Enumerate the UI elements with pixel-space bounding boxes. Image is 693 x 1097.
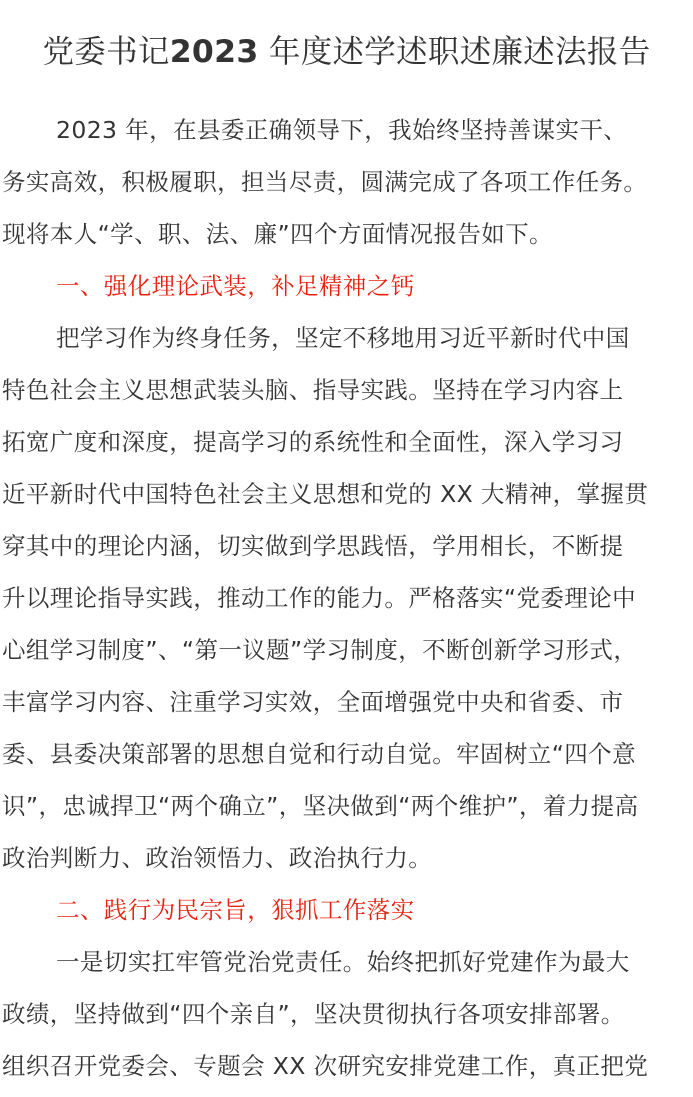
paragraph-line: 升以理论指导实践，推动工作的能力。严格落实“党委理论中: [2, 584, 636, 612]
paragraph-line: 务实高效，积极履职，担当尽责，圆满完成了各项工作任务。: [2, 168, 648, 196]
title-prefix: 党委书记: [42, 34, 170, 70]
section-heading-2: 二、践行为民宗旨，狠抓工作落实: [56, 896, 415, 924]
paragraph-line: 丰富学习内容、注重学习实效，全面增强党中央和省委、市: [2, 688, 624, 716]
paragraph-line: 把学习作为终身任务，坚定不移地用习近平新时代中国: [56, 324, 630, 352]
paragraph-line: 心组学习制度”、“第一议题”学习制度，不断创新学习形式，: [2, 636, 638, 664]
title-year: 2023: [169, 34, 259, 70]
document-title: [0, 26, 693, 78]
paragraph-line: 组织召开党委会、专题会 XX 次研究安排党建工作，真正把党: [2, 1052, 649, 1080]
title-suffix: 年度述学述职述廉述法报告: [268, 34, 651, 70]
paragraph-line: 识”，忠诚捍卫“两个确立”，坚决做到“两个维护”，着力提高: [2, 792, 639, 820]
paragraph-line: 穿其中的理论内涵，切实做到学思践悟，学用相长，不断提: [2, 532, 624, 560]
section-heading-1: 一、强化理论武装，补足精神之钙: [56, 272, 415, 300]
paragraph-line: 政绩，坚持做到“四个亲自”，坚决贯彻执行各项安排部署。: [2, 1000, 625, 1028]
paragraph-line: 现将本人“学、职、法、廉”四个方面情况报告如下。: [2, 220, 553, 248]
paragraph-line: 一是切实扛牢管党治党责任。始终把抓好党建作为最大: [56, 948, 630, 976]
paragraph-line: 2023 年，在县委正确领导下，我始终坚持善谋实干、: [56, 116, 628, 144]
paragraph-line: 政治判断力、政治领悟力、政治执行力。: [2, 844, 433, 872]
paragraph-line: 近平新时代中国特色社会主义思想和党的 XX 大精神，掌握贯: [2, 480, 649, 508]
paragraph-line: 特色社会主义思想武装头脑、指导实践。坚持在学习内容上: [2, 376, 624, 404]
paragraph-line: 委、县委决策部署的思想自觉和行动自觉。牢固树立“四个意: [2, 740, 636, 768]
document-body: [2, 104, 691, 1092]
paragraph-line: 拓宽广度和深度，提高学习的系统性和全面性，深入学习习: [2, 428, 624, 456]
